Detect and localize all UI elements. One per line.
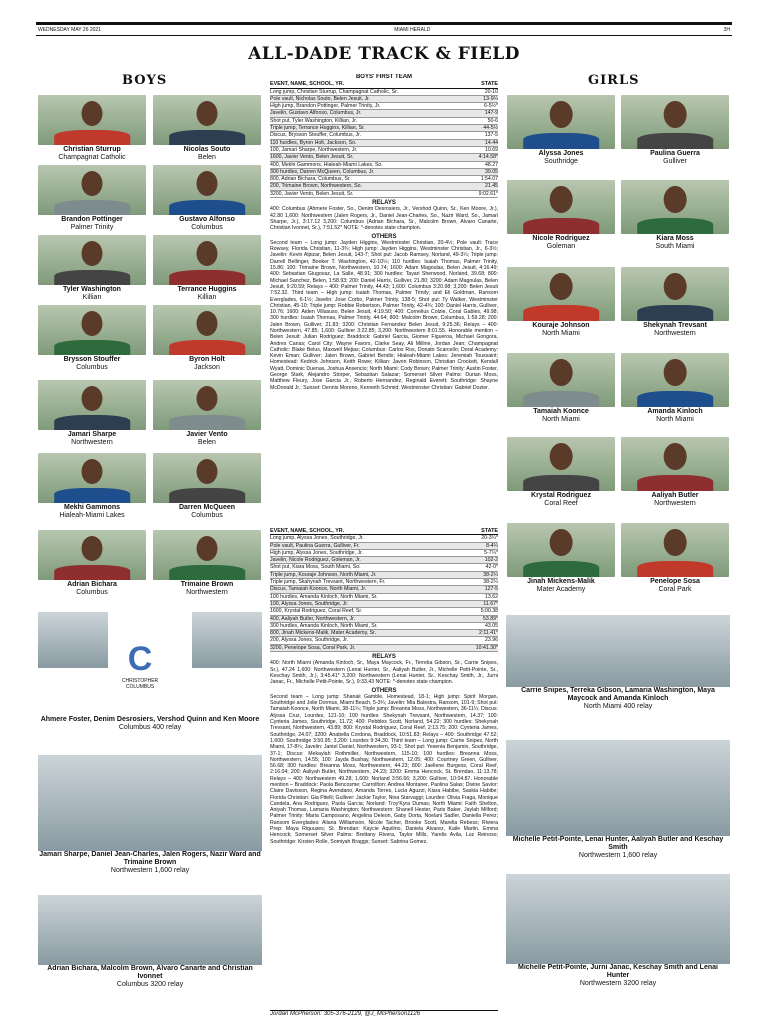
result-mark: 43.05 xyxy=(485,622,498,629)
result-event: 100, Alyssa Jones, Southridge, Jr. xyxy=(270,600,349,607)
athlete-name: Penelope Sosa xyxy=(650,578,700,585)
athlete-school: Southridge xyxy=(544,158,578,165)
athlete-card xyxy=(621,180,729,251)
athlete-school: Goleman xyxy=(546,243,576,250)
results-row xyxy=(270,543,498,550)
result-mark: 14.44 xyxy=(485,139,498,146)
result-event: Pole vault, Paulina Guerra, Gulliver, Fr. xyxy=(270,542,360,549)
result-mark: 21.45 xyxy=(485,183,498,190)
results-row xyxy=(270,630,498,637)
athlete-photo xyxy=(38,453,146,503)
boys-table-head xyxy=(270,81,498,88)
relay-photo xyxy=(38,895,262,965)
byline: Jordan McPherson: 305-376-2129, @J_McPherson1126 xyxy=(270,1010,498,1017)
result-mark: 10.69 xyxy=(485,146,498,153)
athlete-school: Belen xyxy=(198,439,216,446)
result-event: 300 hurdles, Amanda Kinloch, North Miami, Sr. xyxy=(270,622,378,629)
relay-photo xyxy=(38,670,262,716)
relay-names: Jamari Sharpe, Daniel Jean-Charles, Jalen Rogers, Nazir Ward and Trimaine Brown xyxy=(39,851,261,866)
results-row xyxy=(270,132,498,139)
results-row xyxy=(270,564,498,571)
boys-1600-relay xyxy=(38,755,262,875)
athlete-card xyxy=(38,165,146,232)
athlete-photo xyxy=(153,235,261,285)
athlete-name: Javier Vento xyxy=(186,431,228,438)
results-row xyxy=(270,579,498,586)
athlete-school: North Miami xyxy=(656,416,694,423)
results-row xyxy=(270,637,498,644)
results-row xyxy=(270,147,498,154)
athlete-school: Northwestern xyxy=(654,330,696,337)
athlete-name: Darren McQueen xyxy=(178,504,236,511)
athlete-name: Mekhi Gammons xyxy=(63,504,120,511)
athlete-card xyxy=(507,180,615,251)
relay-team: Northwestern 3200 relay xyxy=(579,980,657,987)
athlete-photo xyxy=(38,305,146,355)
athlete-photo xyxy=(621,267,729,321)
girls-others-title: OTHERS xyxy=(371,687,397,694)
girls-relays-text: 400: North Miami (Amanda Kinloch, Sr., Maya Maycock, Fr., Terreka Gibson, Sr., Carrie Snipes, Sr.), 47.24 1,600: Northwestern (Lenai Hunter, Sr., Aaliyah Butler, Jr., Michelle Petit-Pointe, Sr., Keschay Smith, Jr.), 3:45.41* 3,200: Northwestern (Lenai Hunter, Sr., Keschay Smith, Jr., Jurni Janac, Fr., Michelle Petit-Pointe, Sr.), 9:33.43 NOTE: *-denotes state champion. xyxy=(270,660,498,686)
head-event: EVENT, NAME, SCHOOL, YR. xyxy=(270,528,345,534)
athlete-name: Gustavo Alfonso xyxy=(179,216,235,223)
athlete-name: Shekynah Trevsant xyxy=(643,322,707,329)
athlete-card xyxy=(38,530,146,597)
results-row xyxy=(270,118,498,125)
result-event: Pole vault, Nicholas Souto, Belen Jesuit, Jr. xyxy=(270,95,371,102)
relay-team: Columbus 400 relay xyxy=(118,724,182,731)
athlete-card xyxy=(153,530,261,597)
result-mark: 50-6 xyxy=(487,117,498,124)
relay-names: Michelle Petit-Pointe, Jurni Janac, Keschay Smith and Lenai Hunter xyxy=(518,964,718,979)
athlete-photo xyxy=(507,353,615,407)
athlete-school: Northwestern xyxy=(71,439,113,446)
athlete-school: Northwestern xyxy=(186,589,228,596)
result-mark: 102-2 xyxy=(484,557,498,564)
result-event: Shot put, Tyler Washington, Killian, Jr. xyxy=(270,117,358,124)
athlete-school: Columbus xyxy=(191,512,223,519)
athlete-photo xyxy=(153,305,261,355)
athlete-card xyxy=(507,437,615,508)
result-event: High jump, Brandon Pottinger, Palmer Trinity, Jr. xyxy=(270,103,381,110)
result-event: Shot put, Kiara Moss, South Miami, So. xyxy=(270,564,361,571)
athlete-name: Tamaiah Koonce xyxy=(533,408,589,415)
result-mark: 9:02.61* xyxy=(478,190,498,197)
relay-names: Michelle Petit-Pointe, Lenai Hunter, Aaliyah Butler and Keschay Smith xyxy=(512,836,724,851)
results-row xyxy=(270,140,498,147)
girls-table-body xyxy=(270,535,498,652)
boys-others-title: OTHERS xyxy=(371,233,397,240)
athlete-name: Christian Sturrup xyxy=(63,146,121,153)
relay-photo xyxy=(506,874,730,964)
result-mark: 137-5 xyxy=(484,132,498,139)
header-page: 3H xyxy=(723,27,730,33)
boys-400-relay-photo-b xyxy=(192,612,262,668)
boys-table-title: BOYS' FIRST TEAM xyxy=(355,74,413,80)
result-mark: 20-10 xyxy=(484,88,498,95)
result-event: Javelin, Nicole Rodriguez, Goleman, Jr. xyxy=(270,557,361,564)
result-mark: 42-0* xyxy=(485,564,498,571)
girls-results xyxy=(270,528,498,996)
athlete-photo xyxy=(38,95,146,145)
athlete-name: Trimaine Brown xyxy=(180,581,234,588)
relay-photo xyxy=(38,612,108,668)
results-row xyxy=(270,608,498,615)
athlete-name: Amanda Kinloch xyxy=(647,408,703,415)
result-mark: 53.89* xyxy=(482,615,498,622)
page-title: ALL-DADE TRACK & FIELD xyxy=(248,44,520,64)
boys-heading: BOYS xyxy=(122,73,168,88)
logo-line1: CHRISTOPHER xyxy=(121,678,159,684)
relay-names: Carrie Snipes, Terreka Gibson, Lamaria Washington, Maya Maycock and Amanda Kinloch xyxy=(521,687,715,702)
athlete-school: Columbus xyxy=(76,364,108,371)
athlete-card xyxy=(507,267,615,338)
athlete-photo xyxy=(153,453,261,503)
boys-400-relay-photo-a xyxy=(38,612,108,668)
relay-team: North Miami 400 relay xyxy=(583,703,653,710)
result-event: Discus, Brysson Stouffer, Columbus, Jr. xyxy=(270,132,362,139)
athlete-school: Belen xyxy=(198,154,216,161)
athlete-school: Killian xyxy=(82,294,102,301)
athlete-name: Terrance Huggins xyxy=(177,286,237,293)
boys-others-text: Second team – Long jump: Jayden Higgins, Westminster Christian, 20-4½; Pole vault: Trace Rowsey, Florida Christian, 11-3¾; High jump: Jayden Higgins, Westminster Christian, Jr., 6-3½; Javelin: Kevin Alpizar, Belen Jesuit, 143-7; Shot put: Jacob Ramsey, Norland, 49-3¼; Triple jump: Darrell Bellinger, Booker T. Washington, 42-10¼; 110 hurdles: Isaiah Thomas, Palmer Trinity, 15.86; 100: Trimaine Brown, Northwestern, 10.74; 1600: Adam Magoulas, Belen Jesuit, 4:16.49; 400: Sebastian Giugovaz, La Salle, 48.91; 300 hurdles: Tayari Sherwood, Norland, 39.68; 800: Michael Sanchez, Belen, 1:58.93; 200: Daniel Harris, Gulliver, 21.80; 3200: Adam Magoulas, Belen Jesuit, 9:20.59; Relays – 400: Palmer Trinity, 44.43; 1,600: Columbus 3:20.98; 3,200: Belen Jesuit 7:52.32. Third team – High jump: Isaiah Thomas, Palmer Trinity; and Eli Goldman, Ransom Everglades, 6-1½; Javelin: Jose Corbo, Palmer Trinity, 138-5; Shot put: Ty Walker, Westminster Christian, 45-10; Triple jump: Robbie Robertson, Palmer Trinity, 42-4¾; 100: Daniel Harris, Gulliver, 10.76; 1600: Aiden Villasuso, Belen Jesuit, 4:19.50; 400: Cornelius Colzie, Coral Gables, 49.98; 300 hurdles: Isaiah Thomas, Palmer Trinity, 44.64; 800: Malcolm Brown, Columbus, 1:59.28; 200: Jalen Brown, Gulliver, 21.83; 3200: Christian Fernandez Belen Jesuit, 9:25.36; Relays – 400: Northwestern, 47.85; 1,600: Gulliver 3:22.85; 3,200: Northwestern 8:01.55. Honorable mention – Belen Jesuit: Julian Rodriguez; Braddock: Gabriel Garcia, Giomer Figueroa, Michael Gongora, Andres Canas; Carol City: Wayne Favors, Clarke Seay, Ali Milline, Jordan Jean; Champagnat Catholic: Blake Belus, Maxwell Mejias; Columbus: Carlos Ros, Donato Scarcello; Doral Academy: Kevin Eman; Gulliver: Jalen Brown, Gabriel Bendix; Hialeah-Miami Lakes: Jeremiah Toussaint; Homestead: Kedrick Johnson, Keith Rowe; Killian: Javon Robinson, Christian Crockett, Kendall Wyatt, Dominic Duenas, Joshua Ansencio; North Miami: Cody Brown; Palmer Trinity: Austin Foster, George Stark, Alejandro Storper, Sebastian Salazar; Somerset Silver Palms: Durian Moss, Matthew Fleury, Jose Garcia Jr., Roberto Hernandez, Reginald Everett; Southridge: Shayne McDonald Jr.; Sunset: Dennis Moreno, Kenneth Schmid; Westminster Christian: Gabriel Dozier. xyxy=(270,239,498,391)
athlete-card xyxy=(38,453,146,520)
athlete-card xyxy=(153,235,261,302)
result-mark: 1:54.07 xyxy=(480,176,498,183)
athlete-card xyxy=(153,305,261,372)
result-mark: 38-2¼ xyxy=(483,571,498,578)
results-row xyxy=(270,616,498,623)
results-row xyxy=(270,550,498,557)
result-event: 1600, Javier Vento, Belen Jesuit, Sr. xyxy=(270,154,354,161)
result-mark: 2:11.41* xyxy=(479,630,498,637)
athlete-name: Kouraje Johnson xyxy=(532,322,590,329)
relay-names: Ahmere Foster, Denim Desrosiers, Vershod Quinn and Ken Moore xyxy=(40,716,260,723)
result-mark: 13.62 xyxy=(485,593,498,600)
result-event: 3200, Javier Vento, Belen Jesuit, Sr. xyxy=(270,190,354,197)
logo-letter: C xyxy=(127,640,153,678)
athlete-name: Tyler Washington xyxy=(63,286,121,293)
logo-line2: COLUMBUS xyxy=(125,684,155,690)
result-mark: 20-3¼* xyxy=(481,535,498,542)
result-event: 800, Jinah Mickens-Malik, Mater Academy, Sr. xyxy=(270,630,376,637)
athlete-school: Coral Park xyxy=(658,586,692,593)
result-mark: 10:41.30* xyxy=(475,644,498,651)
athlete-school: Mater Academy xyxy=(536,586,586,593)
relay-photo xyxy=(506,615,730,687)
athlete-name: Nicolas Souto xyxy=(183,146,231,153)
results-row xyxy=(270,645,498,652)
athlete-photo xyxy=(621,180,729,234)
athlete-card xyxy=(621,353,729,424)
results-row xyxy=(270,586,498,593)
result-mark: 48.27 xyxy=(485,161,498,168)
athlete-school: Columbus xyxy=(191,224,223,231)
athlete-photo xyxy=(507,437,615,491)
result-event: 800, Adrian Bichara, Columbus, Sr. xyxy=(270,176,351,183)
results-row xyxy=(270,535,498,542)
athlete-photo xyxy=(621,353,729,407)
result-event: 300 hurdles, Darren McQueen, Columbus, Jr. xyxy=(270,168,375,175)
athlete-photo xyxy=(621,437,729,491)
athlete-name: Krystal Rodriguez xyxy=(531,492,591,499)
result-event: 100, Jamari Sharpe, Northwestern, Jr. xyxy=(270,146,358,153)
athlete-card xyxy=(621,437,729,508)
athlete-name: Paulina Guerra xyxy=(650,150,700,157)
girls-table-head xyxy=(270,528,498,535)
athlete-card xyxy=(507,95,615,166)
results-row xyxy=(270,572,498,579)
header-paper: MIAMI HERALD xyxy=(394,27,431,33)
athlete-card xyxy=(153,95,261,162)
result-mark: 5:00.38 xyxy=(480,608,498,615)
athlete-photo xyxy=(507,267,615,321)
athlete-card xyxy=(38,95,146,162)
athlete-card xyxy=(153,380,261,447)
results-row xyxy=(270,89,498,96)
results-row xyxy=(270,601,498,608)
athlete-photo xyxy=(621,95,729,149)
athlete-photo xyxy=(153,530,261,580)
result-event: 100 hurdles, Amanda Kinloch, North Miami, Sr. xyxy=(270,593,378,600)
athlete-school: North Miami xyxy=(542,416,580,423)
results-row xyxy=(270,176,498,183)
relay-photo xyxy=(38,755,262,851)
results-row xyxy=(270,623,498,630)
athlete-card xyxy=(507,353,615,424)
results-row xyxy=(270,96,498,103)
boys-relays-title: RELAYS xyxy=(372,200,396,207)
boys-table-body xyxy=(270,89,498,198)
result-mark: 11.67* xyxy=(483,600,498,607)
boys-400-relay xyxy=(38,670,262,732)
relay-names: Adrian Bichara, Malcolm Brown, Alvaro Canarte and Christian Ivonnet xyxy=(47,965,253,980)
results-row xyxy=(270,103,498,110)
results-row xyxy=(270,169,498,176)
results-row xyxy=(270,162,498,169)
results-row xyxy=(270,125,498,132)
result-mark: 147-9 xyxy=(484,110,498,117)
athlete-school: Hialeah-Miami Lakes xyxy=(59,512,125,519)
athlete-photo xyxy=(621,523,729,577)
athlete-card xyxy=(621,95,729,166)
athlete-card xyxy=(507,523,615,594)
girls-400-relay xyxy=(506,615,730,711)
athlete-school: Columbus xyxy=(76,589,108,596)
athlete-school: Champagnat Catholic xyxy=(58,154,126,161)
results-row xyxy=(270,183,498,190)
result-event: Discus, Tamaiah Koonce, North Miami, Jr. xyxy=(270,586,367,593)
athlete-photo xyxy=(38,235,146,285)
girls-relays-title: RELAYS xyxy=(372,654,396,661)
athlete-name: Jinah Mickens-Malik xyxy=(527,578,595,585)
athlete-name: Nicole Rodriguez xyxy=(532,235,590,242)
athlete-card xyxy=(38,305,146,372)
head-state: STATE xyxy=(481,81,498,88)
athlete-name: Kiara Moss xyxy=(656,235,694,242)
result-mark: 127-5 xyxy=(484,586,498,593)
result-mark: 39.05 xyxy=(485,168,498,175)
relay-photo xyxy=(506,740,730,836)
athlete-school: North Miami xyxy=(542,330,580,337)
result-event: 200, Trimaine Brown, Northwestern, So. xyxy=(270,183,362,190)
relay-team: Columbus 3200 relay xyxy=(116,981,184,988)
athlete-photo xyxy=(507,95,615,149)
athlete-photo xyxy=(153,95,261,145)
head-event: EVENT, NAME, SCHOOL, YR. xyxy=(270,81,345,88)
athlete-photo xyxy=(38,530,146,580)
athlete-school: South Miami xyxy=(655,243,695,250)
athlete-school: Northwestern xyxy=(654,500,696,507)
result-event: High jump, Alyssa Jones, Southridge, Jr. xyxy=(270,549,363,556)
result-event: 110 hurdles, Byron Holt, Jackson, So. xyxy=(270,139,357,146)
result-mark: 23.96 xyxy=(485,637,498,644)
result-event: 3200, Penelope Sosa, Coral Park, Jr. xyxy=(270,644,356,651)
header-date: WEDNESDAY MAY 26 2021 xyxy=(38,27,101,33)
result-event: Triple jump, Terrance Huggins, Killian, Sr. xyxy=(270,125,365,132)
result-mark: 38-2¼ xyxy=(483,579,498,586)
result-mark: 8-4¼ xyxy=(486,542,498,549)
athlete-name: Jamari Sharpe xyxy=(67,431,117,438)
result-mark: 13-9¼ xyxy=(483,95,498,102)
results-row xyxy=(270,557,498,564)
result-mark: 44-5½ xyxy=(483,125,498,132)
athlete-card xyxy=(621,523,729,594)
result-mark: 4:14.58* xyxy=(478,154,498,161)
result-event: 200, Alyssa Jones, Southridge, Jr. xyxy=(270,637,349,644)
girls-others-text: Second team – Long jump: Shanaii Gamble, Homestead, 18-1; High jump: Spirit Morgan, Southridge and Jolie Dormus, Miami Beach, 5-3¾; Javelin: Mia Balestra, Ransom, 101-9; Shot put: Tamaiah Koonce, North Miami, 38-11¼; Triple jump: Breanna Moss, Northwestern, 36-11¼; Discus: Alyssa Cruz, Lourdes, 121-10; 100 hurdles: Shekynah Trevsant, Northwestern, 14.37; 100: Cynteria James, Southridge, 11.72; 400: Pebbles Scott, Norland, 54.22; 300 hurdles: Shekynah Trevsant, Northwestern, 43.89; 800: Krystal Rodriguez, Coral Reef, 2:13.75; 200: Cynteria James, Southridge, 24.07; 3200: Anabella Cordona, Braddock, 10:51.83; Relays – 400: Southridge 47.52; 1,600: Southridge 3:50.95; 3,200: Lourdes 9:34.30. Third team – Long jump: Carrie Snipes, North Miami, 17-8¼; Javelin: Janiel Daniel, Northwestern, 93-1; Shot put: Yesenia Benjamin, Southridge, 37-1; Discus: Mekaylah Rothmiller, Northwestern, 115-10; 100 hurdles: Breanna Moss, Northwestern, 14.55; 100: Jayda Bushay, Northwestern, 12.05; 400: Courtney Green, Gulliver, 56.68; 300 hurdles: Breanna Moss, Northwestern, 44.23; 800: Jaellene Burgess, Coral Reef, 2:16.04; 200: Aaliyah Butler, Northwestern, 24.23; 3200: Emma Hencock, St. Brendan, 11:13.78; Relays – 400: Northwestern 49.28; 1,600: Norland 3:56.66; 3,200: Gulliver, 10:04.87. Honorable mention – Braddock: Paola Bencosme; Carrollton: Andrea Montaner, Paolina Salas; Divine Savior: Claire Davisson, Regina Avendano, Amanda Torres, Lucia Aguzzi, Kiara Habibe, Saskia Habibe; Florida Christian: Gia Pitelli; Gulliver: Jackie Taylor, Nina Starvaggi; Lourdes: Olivia Fraga, Monique Candela, Ana Rodriguez, Paola Garcia; Norland: Troy'Kyra Dumas; North Miami: Faith Shelton, Aniyah Thomas, Lamaria Washington; Northwestern: Shanell Hester, Paris Baker, Jaylah Milford; Palmer Trinity: Maria Camposano, Angelina Deleon, Gaby Dorta, Noelani Sadler, Daniella Perez; Ransom Everglades: Aliana Williamson, Nicole Tacher, Brooke Scott, Marella Rebess; Riviera Prep: Maya Riquuzes; St. Brendan: Kaycie Aquilino, Daniela Alvarez, Kaile Martin, Emma Hencock; Somerset Silver Palms: Brettany Rivera, Taylor Mills, Yarelis Avila, Luz Reinoso; Southridge: Kirsten Rolle, Somiyah Braggs; Sunset: Sabrina Gomez. xyxy=(270,693,498,845)
relay-photo xyxy=(192,612,262,668)
athlete-photo xyxy=(507,523,615,577)
athlete-photo xyxy=(38,380,146,430)
athlete-school: Palmer Trinity xyxy=(70,224,114,231)
relay-team: Northwestern 1,600 relay xyxy=(110,867,190,874)
result-event: Long jump, Christian Sturrup, Champagnat Catholic, Sr. xyxy=(270,88,399,95)
girls-3200-relay xyxy=(506,874,730,988)
athlete-card xyxy=(153,165,261,232)
girls-heading: GIRLS xyxy=(588,73,640,88)
athlete-name: Brandon Pottinger xyxy=(61,216,123,223)
athlete-school: Gulliver xyxy=(663,158,687,165)
result-event: Triple jump, Kouraje Johnson, North Miami, Jr. xyxy=(270,571,377,578)
page-header xyxy=(36,22,732,36)
result-event: 400, Aaliyah Butler, Northwestern, Jr. xyxy=(270,615,356,622)
athlete-name: Brysson Stouffer xyxy=(63,356,121,363)
girls-1600-relay xyxy=(506,740,730,860)
boys-relays-text: 400: Columbus (Ahmere Foster, So., Denim Desrosiers, Jr., Vershod Quinn, Sr., Ken Moore, Jr.), 42.80 1,600: Northwestern (Jalen Rogers, Jr., Daniel Jean-Charles, So., Nazir Ward, So., Jamari Sharpe, Jr.), 3:17.12 3,200: Columbus (Adrian Bichara, Sr., Malcolm Brown, Alvaro Canarte, Christian Ivonnet, Sr.), 7:51.52* NOTE: *-denotes state champion. xyxy=(270,206,498,232)
result-event: Javelin, Gustavo Alfonso, Columbus, Jr. xyxy=(270,110,362,117)
athlete-school: Killian xyxy=(197,294,217,301)
athlete-photo xyxy=(153,165,261,215)
head-state: STATE xyxy=(481,528,498,534)
results-row xyxy=(270,154,498,161)
result-event: 400, Mekhi Gammons, Hialeah-Miami Lakes, So. xyxy=(270,161,383,168)
result-event: Triple jump, Skahynah Trevsant, Northwestern, Fr. xyxy=(270,579,386,586)
athlete-card xyxy=(153,453,261,520)
athlete-name: Alyssa Jones xyxy=(538,150,584,157)
result-mark: 5-7¼* xyxy=(484,549,498,556)
result-event: 1600, Krystal Rodriguez, Coral Reef, Sr. xyxy=(270,608,363,615)
athlete-photo xyxy=(38,165,146,215)
athlete-school: Coral Reef xyxy=(544,500,578,507)
athlete-card xyxy=(621,267,729,338)
athlete-photo xyxy=(507,180,615,234)
results-row xyxy=(270,110,498,117)
results-row xyxy=(270,191,498,198)
result-event: Long jump, Alyssa Jones, Southridge, Jr. xyxy=(270,535,364,542)
athlete-card xyxy=(38,380,146,447)
boys-results xyxy=(270,74,498,524)
result-mark: 6-5½* xyxy=(484,103,498,110)
athlete-name: Adrian Bichara xyxy=(67,581,117,588)
athlete-name: Byron Holt xyxy=(189,356,225,363)
results-row xyxy=(270,594,498,601)
relay-team: Northwestern 1,600 relay xyxy=(578,852,658,859)
boys-3200-relay xyxy=(38,895,262,989)
athlete-card xyxy=(38,235,146,302)
athlete-school: Jackson xyxy=(194,364,220,371)
athlete-photo xyxy=(153,380,261,430)
athlete-name: Aaliyah Butler xyxy=(651,492,699,499)
